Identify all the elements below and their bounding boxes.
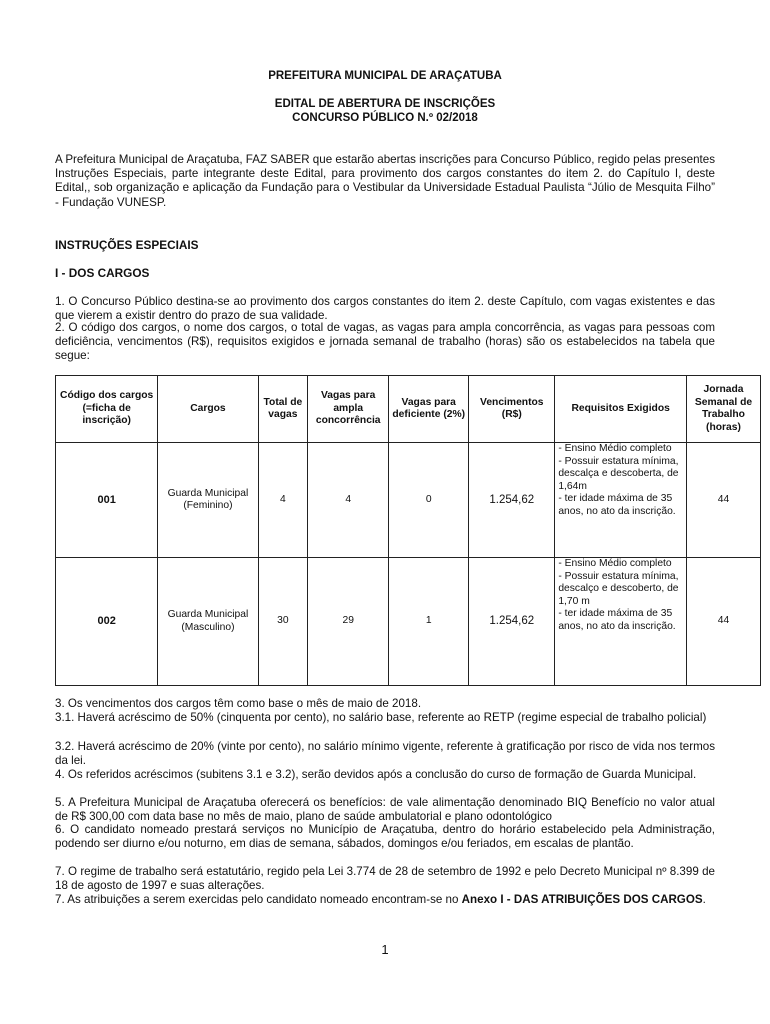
cell-requisitos <box>555 443 687 558</box>
section-title: INSTRUÇÕES ESPECIAIS <box>55 238 199 252</box>
item-7-atribuicoes <box>55 893 715 907</box>
cell-total: 4 <box>258 443 308 558</box>
col-header-requisitos: Requisitos Exigidos <box>555 376 687 443</box>
cell-cargo: Guarda Municipal (Masculino) <box>158 558 258 686</box>
cell-ampla: 4 <box>308 443 389 558</box>
table-row <box>56 558 761 686</box>
cell-deficiente: 1 <box>389 558 469 686</box>
requisito-item: - ter idade máxima de 35 anos, no ato da inscrição. <box>558 493 676 517</box>
item-3-2: 3.2. Haverá acréscimo de 20% (vinte por cento), no salário mínimo vigente, referente à gratificação por risco de vida nos termos da lei. <box>55 740 715 768</box>
requisito-item: - Possuir estatura mínima, descalço e descoberto, de 1,70 m <box>558 570 679 607</box>
requisito-item: - ter idade máxima de 35 anos, no ato da inscrição. <box>558 608 676 632</box>
col-header-cargos: Cargos <box>158 376 258 443</box>
item-2: 2. O código dos cargos, o nome dos cargos, o total de vagas, as vagas para ampla concorrência, as vagas para pessoas com deficiência, vencimentos (R$), requisitos exigidos e jornada semanal de trabalho (horas) são os estabelecidos na tabela que segue: <box>55 321 715 363</box>
cargos-table <box>55 375 761 686</box>
table-row <box>56 443 761 558</box>
item-3: 3. Os vencimentos dos cargos têm como base o mês de maio de 2018. <box>55 697 422 710</box>
requisito-item: - Possuir estatura mínima, descalça e descoberta, de 1,64m <box>558 455 679 492</box>
requisito-item: - Ensino Médio completo <box>558 443 672 454</box>
table-header-row <box>56 376 761 443</box>
item-6: 6. O candidato nomeado prestará serviços no Município de Araçatuba, dentro do horário estabelecido pela Administração, podendo ser diurno e/ou noturno, em dias de semana, sábados, domingos e/ou feriados, em escalas de plantão. <box>55 823 715 851</box>
annex-reference: Anexo I - DAS ATRIBUIÇÕES DOS CARGOS <box>461 893 703 906</box>
col-header-deficiente: Vagas para deficiente (2%) <box>389 376 469 443</box>
cell-code: 001 <box>56 443 158 558</box>
intro-paragraph: A Prefeitura Municipal de Araçatuba, FAZ SABER que estarão abertas inscrições para Concurso Público, regido pelas presentes Instruções Especiais, parte integrante deste Edital, para provimento dos cargos constantes do item 2. do Capítulo I, deste Edital,, sob organização e aplicação da Fundação para o Vestibular da Universidade Estadual Paulista “Júlio de Mesquita Filho” - Fundação VUNESP. <box>55 153 715 209</box>
chapter-title: I - DOS CARGOS <box>55 266 150 280</box>
cell-total: 30 <box>258 558 308 686</box>
cell-jornada: 44 <box>687 443 761 558</box>
item-3-1: 3.1. Haverá acréscimo de 50% (cinquenta por cento), no salário base, referente ao RETP (regime especial de trabalho policial) <box>55 711 707 724</box>
requisito-item: - Ensino Médio completo <box>558 558 672 569</box>
item-7-suffix: . <box>702 893 706 906</box>
col-header-codigo: Código dos cargos (=ficha de inscrição) <box>56 376 158 443</box>
cell-vencimentos: 1.254,62 <box>469 558 555 686</box>
item-7-regime: 7. O regime de trabalho será estatutário, regido pela Lei 3.774 de 28 de setembro de 1992 e pelo Decreto Municipal nº 8.399 de 18 de agosto de 1997 e suas alterações. <box>55 865 715 893</box>
cell-code: 002 <box>56 558 158 686</box>
item-5: 5. A Prefeitura Municipal de Araçatuba oferecerá os benefícios: de vale alimentação denominado BIQ Benefício no valor atual de R$ 300,00 com data base no mês de maio, plano de saúde ambulatorial e plano odontológico <box>55 796 715 824</box>
cell-vencimentos: 1.254,62 <box>469 443 555 558</box>
col-header-jornada: Jornada Semanal de Trabalho (horas) <box>687 376 761 443</box>
cell-cargo: Guarda Municipal (Feminino) <box>158 443 258 558</box>
cell-deficiente: 0 <box>389 443 469 558</box>
col-header-ampla: Vagas para ampla concorrência <box>308 376 389 443</box>
header-edital: EDITAL DE ABERTURA DE INSCRIÇÕES <box>274 98 496 110</box>
header-concurso: CONCURSO PÚBLICO N.º 02/2018 <box>292 112 478 124</box>
cell-requisitos <box>555 558 687 686</box>
page-number: 1 <box>381 942 389 957</box>
header-prefeitura: PREFEITURA MUNICIPAL DE ARAÇATUBA <box>268 70 502 82</box>
item-4: 4. Os referidos acréscimos (subitens 3.1 e 3.2), serão devidos após a conclusão do curso de formação de Guarda Municipal. <box>55 768 697 781</box>
cell-jornada: 44 <box>687 558 761 686</box>
item-7-prefix: 7. As atribuições a serem exercidas pelo candidato nomeado encontram-se no <box>55 893 462 906</box>
col-header-total: Total de vagas <box>258 376 308 443</box>
col-header-vencimentos: Vencimentos (R$) <box>469 376 555 443</box>
cell-ampla: 29 <box>308 558 389 686</box>
item-1: 1. O Concurso Público destina-se ao provimento dos cargos constantes do item 2. deste Capítulo, com vagas existentes e das que vierem a existir dentro do prazo de sua validade. <box>55 295 715 323</box>
